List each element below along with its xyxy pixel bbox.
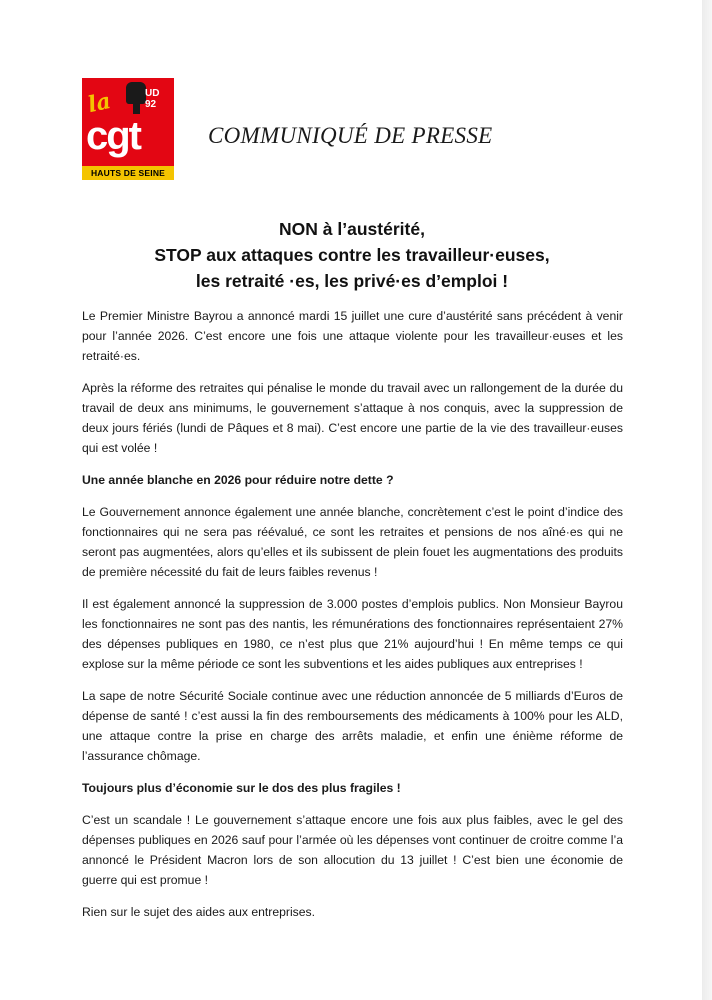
paragraph: Après la réforme des retraites qui pénalise le monde du travail avec un rallongement de la durée du travail de deux ans minimums, le gouvernement s’attaque à nos conquis, avec la suppression de deux jours fériés (lundi de Pâques et 8 mai). C’est encore une partie de la vie des travailleur·euses qui est volée !	[82, 381, 623, 455]
section-heading: Toujours plus d’économie sur le dos des plus fragiles !	[82, 781, 401, 795]
cgt-logo	[82, 78, 174, 180]
paragraph: C’est un scandale ! Le gouvernement s’attaque encore une fois aux plus faibles, avec le gel des dépenses publiques en 2026 sauf pour l’armée où les dépenses vont continuer de croitre comme l’a annoncé le Président Macron lors de son allocution du 13 juillet ! C’est bien une économie de guerre qui est promue !	[82, 813, 623, 887]
headline-line-1: NON à l’austérité,	[279, 219, 425, 239]
logo-brand-text: cgt	[86, 114, 140, 158]
headline-line-2: STOP aux attaques contre les travailleur·euses,	[154, 245, 550, 265]
logo-ud-label: UD 92	[145, 88, 160, 110]
body-text	[82, 306, 623, 934]
paragraph: Le Gouvernement annonce également une année blanche, concrètement c’est le point d’indice des fonctionnaires qui ne sera pas réévalué, ce sont les retraites et pensions de nos aîné·es qui ne seront pas augmentées, alors qu’elles et ils subissent de plein fouet les augmentations des produits de première nécessité du fait de leurs faibles revenus !	[82, 505, 623, 579]
section-heading: Une année blanche en 2026 pour réduire notre dette ?	[82, 473, 394, 487]
paragraph: Il est également annoncé la suppression de 3.000 postes d’emplois publics. Non Monsieur Bayrou les fonctionnaires ne sont pas des nantis, les rémunérations des fonctionnaires représentaient 27% des dépenses publiques en 1980, ce n’est plus que 21% aujourd’hui ! En même temps ce qui explose sur la même période ce sont les subventions et les aides publiques aux entreprises !	[82, 597, 623, 671]
headline	[82, 216, 622, 294]
paragraph: La sape de notre Sécurité Sociale continue avec une réduction annoncée de 5 milliards d’Euros de dépense de santé ! c’est aussi la fin des remboursements des médicaments à 100% pour les ALD, une attaque contre la prise en charge des arrêts maladie, et enfin une énième réforme de l’assurance chômage.	[82, 689, 623, 763]
headline-line-3: les retraité ·es, les privé·es d’emploi !	[195, 271, 509, 291]
logo-la-text: la	[85, 87, 114, 119]
page-edge	[702, 0, 712, 1000]
logo-region-band: HAUTS DE SEINE	[82, 166, 174, 180]
fist-icon	[126, 82, 146, 104]
press-release-title: COMMUNIQUÉ DE PRESSE	[208, 123, 493, 148]
paragraph: Le Premier Ministre Bayrou a annoncé mardi 15 juillet une cure d’austérité sans précédent à venir pour l’année 2026. C’est encore une fois une attaque violente pour les travailleur·euses et les retraité·es.	[82, 309, 623, 363]
paragraph: Rien sur le sujet des aides aux entreprises.	[82, 905, 316, 919]
